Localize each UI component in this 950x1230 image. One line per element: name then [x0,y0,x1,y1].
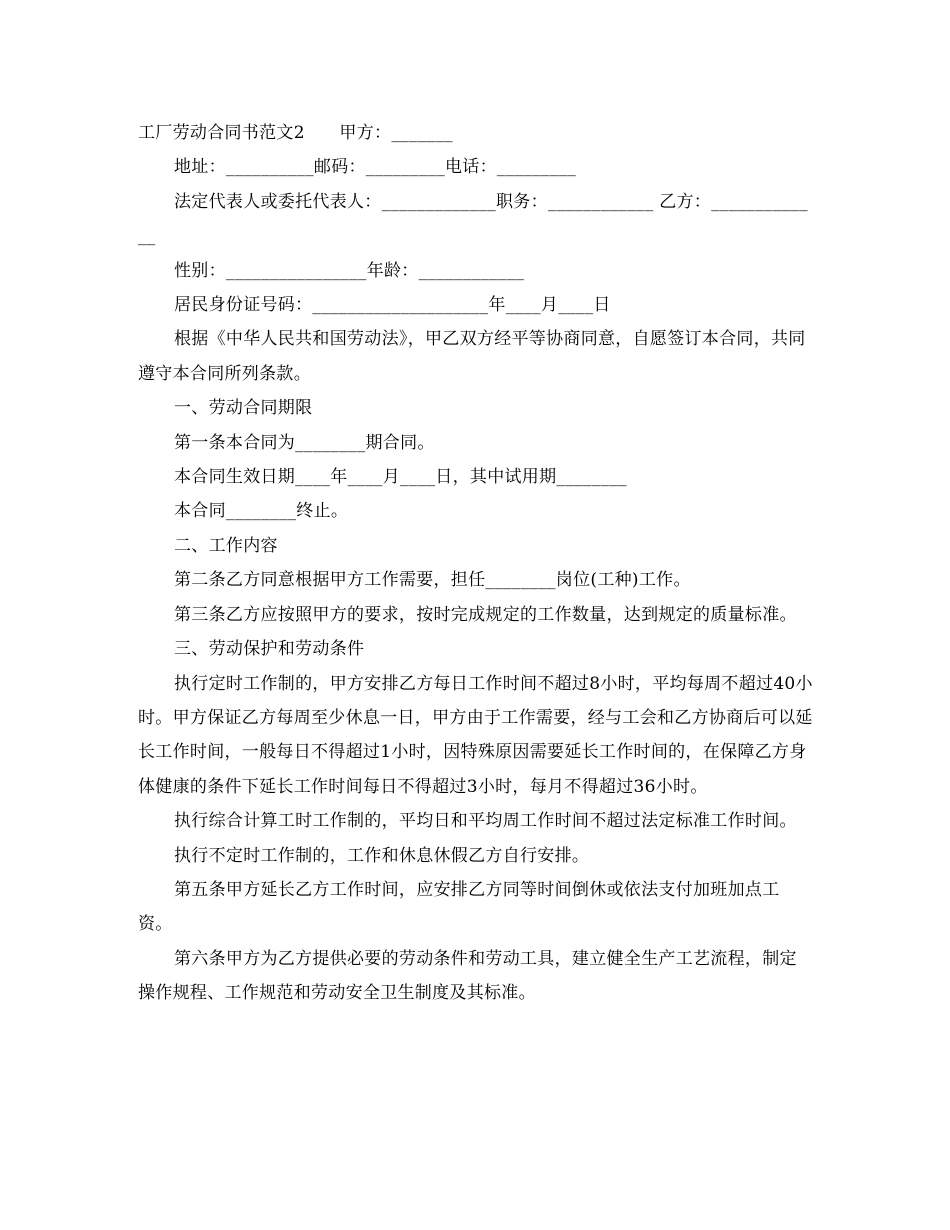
effective-date-line: 本合同生效日期____年____月____日，其中试用期________ [174,467,627,488]
section-heading-3: 三、劳动保护和劳动条件 [174,639,365,660]
flexible-hours-paragraph: 执行不定时工作制的，工作和休息休假乙方自行安排。 [174,845,590,866]
preamble-paragraph: 根据《中华人民共和国劳动法》，甲乙双方经平等协商同意，自愿签订本合同，共同遵守本合同所列条款。 [138,329,806,384]
section-heading-2: 二、工作内容 [174,535,278,556]
comprehensive-hours-paragraph: 执行综合计算工时工作制的，平均日和平均周工作时间不超过法定标准工作时间。 [174,811,797,832]
article-1: 第一条本合同为________期合同。 [174,432,435,453]
gender-age-line: 性别：________________年龄：____________ [174,260,525,281]
section-heading-1: 一、劳动合同期限 [174,398,313,419]
article-3: 第三条乙方应按照甲方的要求，按时完成规定的工作数量，达到规定的质量标准。 [174,604,797,625]
title-party-a-line: 工厂劳动合同书范文2 甲方：_______ [138,123,453,143]
standard-hours-paragraph: 执行定时工作制的，甲方安排乙方每日工作时间不超过8小时，平均每周不超过40小时。甲方保证乙方每周至少休息一日，甲方由于工作需要，经与工会和乙方协商后可以延长工作时间，一般每日不得超过1小时，因特殊原因需要延长工作时间的，在保障乙方身体健康的条件下延长工作时间每日不得超过3小时，每月不得超过36小时。 [138,673,813,797]
document-body [138,116,814,1011]
address-line: 地址：__________邮码：_________电话：_________ [174,157,577,178]
article-6: 第六条甲方为乙方提供必要的劳动条件和劳动工具，建立健全生产工艺流程，制定操作规程、工作规范和劳动安全卫生制度及其标准。 [138,948,797,1004]
article-2: 第二条乙方同意根据甲方工作需要，担任________岗位(工种)工作。 [174,570,691,591]
id-number-line: 居民身份证号码：____________________年____月____日 [174,295,611,316]
article-5: 第五条甲方延长乙方工作时间，应安排乙方同等时间倒休或依法支付加班加点工资。 [138,879,780,935]
representative-line: 法定代表人或委托代表人：_____________职务：____________ 乙方：_____________ [138,191,808,247]
termination-line: 本合同________终止。 [174,501,349,522]
